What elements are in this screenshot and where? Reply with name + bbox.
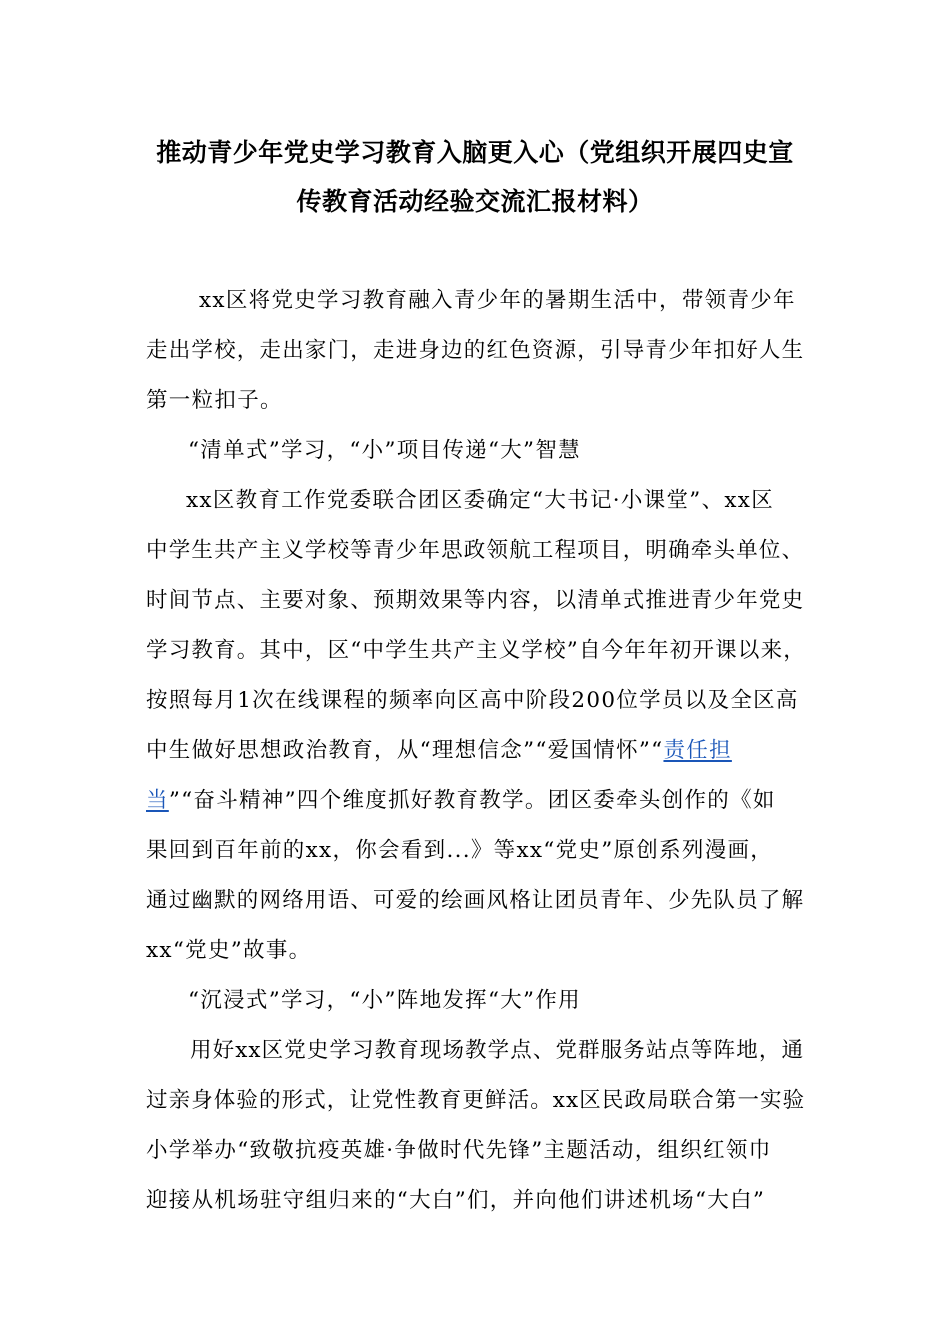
paragraph-line: xx“党史”故事。: [146, 938, 312, 963]
paragraph-line: 通过幽默的网络用语、可爱的绘画风格让团员青年、少先队员了解: [146, 888, 805, 913]
document-title-line-2: 传教育活动经验交流汇报材料）: [296, 187, 654, 216]
paragraph-line: 小学举办“致敬抗疫英雄·争做时代先锋”主题活动，组织红领巾: [146, 1138, 772, 1163]
paragraph-line: 中学生共产主义学校等青少年思政领航工程项目，明确牵头单位、: [146, 538, 805, 563]
section-heading: “沉浸式”学习，“小”阵地发挥“大”作用: [188, 988, 581, 1013]
paragraph-line: [146, 736, 732, 766]
paragraph-line: 学习教育。其中，区“中学生共产主义学校”自今年年初开课以来，: [146, 638, 806, 663]
paragraph-line: 走出学校，走出家门，走进身边的红色资源，引导青少年扣好人生: [146, 338, 805, 363]
section-heading: “清单式”学习，“小”项目传递“大”智慧: [188, 438, 581, 463]
paragraph-line: 过亲身体验的形式，让党性教育更鲜活。xx区民政局联合第一实验: [146, 1088, 806, 1113]
paragraph-line: xx区教育工作党委联合团区委确定“大书记·小课堂”、xx区: [186, 488, 775, 513]
paragraph-line: [146, 786, 776, 816]
paragraph-line: 果回到百年前的xx，你会看到...》等xx“党史”原创系列漫画，: [146, 838, 774, 863]
hyperlink-responsibility-end[interactable]: 当: [146, 788, 169, 813]
paragraph-line: 按照每月1次在线课程的频率向区高中阶段200位学员以及全区高: [146, 688, 799, 713]
paragraph-line: 时间节点、主要对象、预期效果等内容，以清单式推进青少年党史: [146, 588, 805, 613]
document-title-line-1: 推动青少年党史学习教育入脑更入心（党组织开展四史宣: [156, 138, 794, 167]
paragraph-line: 第一粒扣子。: [146, 388, 283, 413]
paragraph-line: 用好xx区党史学习教育现场教学点、党群服务站点等阵地，通: [190, 1038, 805, 1063]
paragraph-line: 迎接从机场驻守组归来的“大白”们，并向他们讲述机场“大白”: [146, 1188, 766, 1213]
hyperlink-responsibility[interactable]: 责任担: [663, 738, 732, 763]
paragraph-line: xx区将党史学习教育融入青少年的暑期生活中，带领青少年: [199, 288, 796, 313]
paragraph-text: 中生做好思想政治教育，从“理想信念”“爱国情怀”“: [146, 738, 664, 763]
paragraph-text: ”“奋斗精神”四个维度抓好教育教学。团区委牵头创作的《如: [168, 788, 776, 813]
